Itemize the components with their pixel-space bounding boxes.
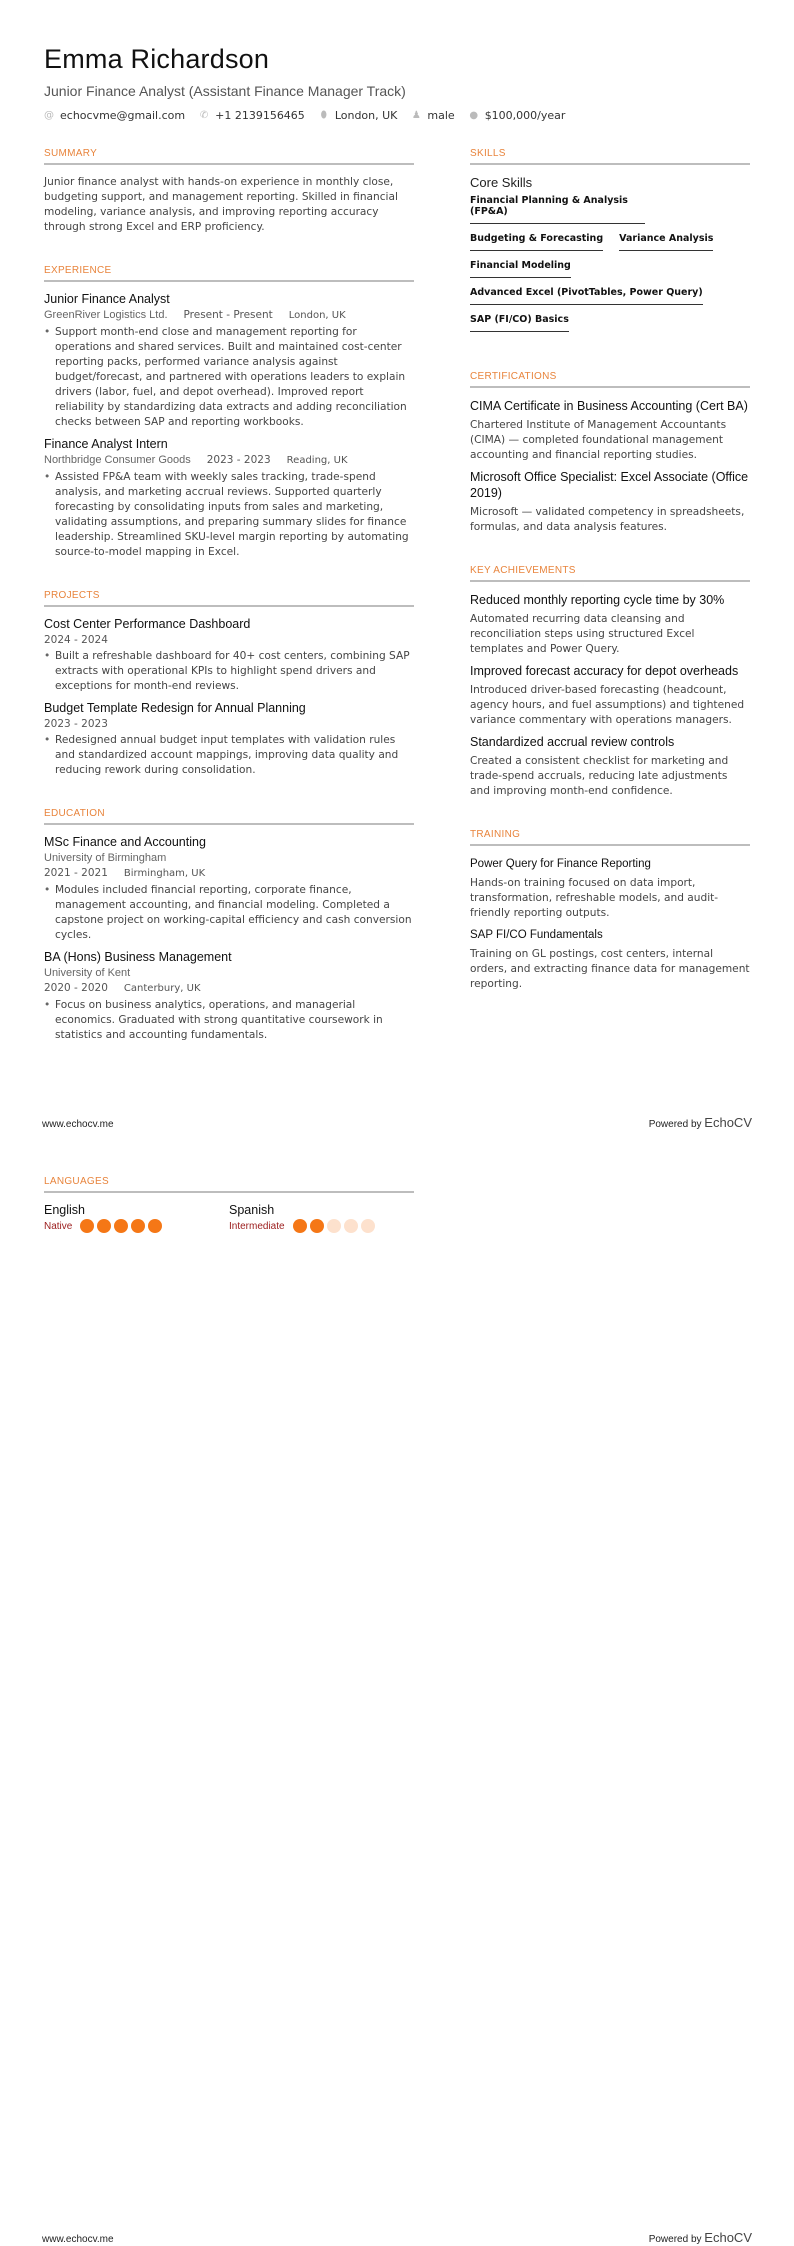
powered-by-label: Powered by (648, 1119, 702, 1130)
achievement-title: Improved forecast accuracy for depot overheads (470, 664, 739, 678)
person-icon: ♟ (411, 110, 421, 121)
language-level: Intermediate (229, 1220, 285, 1232)
language-item (44, 1203, 229, 1233)
degree-title: MSc Finance and Accounting (44, 835, 206, 849)
job-meta (44, 454, 414, 466)
bullet-icon: • (44, 326, 51, 338)
training-item (470, 856, 750, 921)
project-item (44, 701, 414, 778)
achievements-section (470, 565, 750, 799)
languages-column (44, 1176, 414, 1233)
bullet-icon: • (44, 734, 51, 746)
right-column (470, 148, 750, 992)
education-dates: 2021 - 2021 (44, 867, 108, 879)
section-title: EXPERIENCE (44, 265, 414, 282)
contact-location (319, 109, 398, 122)
language-name: English (44, 1203, 85, 1217)
rating-dot-filled-icon (293, 1219, 307, 1233)
achievement-text: Automated recurring data cleansing and reconciliation steps using structured Excel templates and Power Query. (470, 613, 695, 655)
projects-section (44, 590, 414, 778)
school-name: University of Kent (44, 967, 131, 979)
job-bullet (44, 325, 414, 430)
experience-section (44, 265, 414, 560)
bullet-icon: • (44, 471, 51, 483)
section-title: EDUCATION (44, 808, 414, 825)
company-name: Northbridge Consumer Goods (44, 454, 191, 466)
project-bullet (44, 733, 414, 778)
skill-tag: Financial Modeling (470, 260, 571, 278)
page-footer (42, 2230, 752, 2245)
footer-powered-by (649, 1115, 752, 1130)
rating-dot-filled-icon (148, 1219, 162, 1233)
education-meta (44, 867, 414, 879)
skills-list (470, 195, 750, 341)
project-title: Cost Center Performance Dashboard (44, 617, 251, 631)
skills-group-title: Core Skills (470, 175, 533, 190)
rating-dot-filled-icon (310, 1219, 324, 1233)
job-bullet-text: Assisted FP&A team with weekly sales tracking, trade-spend analysis, and marketing accrual reviews. Supported quarterly forecasting by consolidating inputs from sales and marketing, validating assumptions, and preparing summary slides for finance leadership. Streamlined SKU-level margin reporting by automating source-to-model mapping in Excel. (55, 471, 409, 558)
bullet-icon: • (44, 884, 51, 896)
contact-salary (469, 109, 566, 122)
left-column (44, 148, 414, 1043)
experience-item (44, 437, 414, 560)
project-bullet-text: Redesigned annual budget input templates with validation rules and standardized account mappings, improving data quality and reducing rework during consolidation. (55, 734, 399, 776)
achievement-item (470, 663, 750, 728)
education-meta (44, 982, 414, 994)
rating-dot-filled-icon (131, 1219, 145, 1233)
brand-logo[interactable]: EchoCV (704, 1115, 752, 1130)
section-title: SKILLS (470, 148, 750, 165)
job-dates: 2023 - 2023 (206, 454, 271, 466)
job-location: London, UK (288, 310, 346, 321)
job-bullet (44, 470, 414, 560)
candidate-role: Junior Finance Analyst (Assistant Finance Manager Track) (44, 83, 406, 99)
bullet-icon: • (44, 650, 51, 662)
candidate-name: Emma Richardson (44, 44, 270, 74)
education-bullet (44, 883, 414, 943)
skills-section (470, 148, 750, 341)
skill-tag: Variance Analysis (619, 233, 713, 251)
resume-header (44, 44, 579, 122)
rating-dot-filled-icon (80, 1219, 94, 1233)
contact-phone[interactable] (199, 109, 305, 122)
training-title: Power Query for Finance Reporting (470, 858, 651, 870)
summary-section (44, 148, 414, 235)
section-title: KEY ACHIEVEMENTS (470, 565, 750, 582)
rating-dots (293, 1219, 378, 1233)
job-bullet-text: Support month-end close and management reporting for operations and shared services. Built and maintained cost-center reporting packs, performed variance analysis against budget/forecast, and partnered with operations leaders to explain drivers (labor, fuel, and depot overhead). Improved report reliability by standardizing data extracts and adding reconciliation checks between SAP and reporting workbooks. (55, 326, 407, 428)
skill-tag: Budgeting & Forecasting (470, 233, 603, 251)
dollar-coin-icon: ● (469, 110, 479, 121)
section-title: PROJECTS (44, 590, 414, 607)
certification-item (470, 469, 750, 535)
job-dates: Present - Present (183, 309, 273, 321)
rating-dot-filled-icon (97, 1219, 111, 1233)
achievement-text: Created a consistent checklist for marketing and trade-spend accruals, reducing late adjustments and improving month-end confidence. (470, 755, 729, 797)
rating-dot-empty-icon (344, 1219, 358, 1233)
contact-gender-value: male (427, 109, 455, 122)
powered-by-label: Powered by (648, 2234, 702, 2245)
section-title: CERTIFICATIONS (470, 371, 750, 388)
education-item (44, 950, 414, 1043)
project-bullet (44, 649, 414, 694)
certifications-section (470, 371, 750, 535)
footer-website-link[interactable]: www.echocv.me (42, 2234, 114, 2245)
training-text: Hands-on training focused on data import, transformation, refreshable models, and audit-friendly reporting outputs. (470, 877, 719, 919)
summary-text: Junior finance analyst with hands-on experience in monthly close, budgeting support, and management reporting. Skilled in financial modeling, variance analysis, and improving reporting accuracy through strong Excel and ERP proficiency. (44, 176, 398, 233)
training-section (470, 829, 750, 992)
contact-gender (411, 109, 454, 122)
education-bullet (44, 998, 414, 1043)
education-item (44, 835, 414, 943)
project-item (44, 617, 414, 694)
language-level: Native (44, 1220, 73, 1232)
achievement-title: Reduced monthly reporting cycle time by 30% (470, 593, 725, 607)
achievement-item (470, 592, 750, 657)
skill-tag: Advanced Excel (PivotTables, Power Query) (470, 287, 703, 305)
training-item (470, 927, 750, 992)
section-title: LANGUAGES (44, 1176, 414, 1193)
certification-title: Microsoft Office Specialist: Excel Associate (Office 2019) (470, 470, 749, 500)
achievement-title: Standardized accrual review controls (470, 735, 675, 749)
education-location: Canterbury, UK (123, 983, 201, 994)
education-location: Birmingham, UK (123, 868, 206, 879)
certification-item (470, 398, 750, 463)
project-dates: 2023 - 2023 (44, 718, 108, 730)
contact-email[interactable] (44, 109, 185, 122)
job-title: Finance Analyst Intern (44, 437, 168, 451)
languages-list (44, 1203, 414, 1233)
section-title: SUMMARY (44, 148, 414, 165)
language-rating-row (44, 1219, 229, 1233)
certification-title: CIMA Certificate in Business Accounting (Cert BA) (470, 399, 748, 413)
achievement-text: Introduced driver-based forecasting (headcount, agency hours, and fuel assumptions) and tightened variance commentary with operations managers. (470, 684, 745, 726)
job-location: Reading, UK (286, 455, 348, 466)
school-name: University of Birmingham (44, 852, 167, 864)
skill-tag: SAP (FI/CO) Basics (470, 314, 569, 332)
language-item (229, 1203, 414, 1233)
rating-dots (80, 1219, 165, 1233)
job-title: Junior Finance Analyst (44, 292, 170, 306)
education-bullet-text: Focus on business analytics, operations, and managerial economics. Graduated with strong quantitative coursework in statistics and accounting fundamentals. (55, 999, 383, 1041)
contact-phone-value: +1 2139156465 (215, 109, 305, 122)
page-footer (42, 1115, 752, 1130)
company-name: GreenRiver Logistics Ltd. (44, 309, 168, 321)
language-rating-row (229, 1219, 414, 1233)
footer-powered-by (649, 2230, 752, 2245)
project-dates: 2024 - 2024 (44, 634, 108, 646)
bullet-icon: • (44, 999, 51, 1011)
languages-section (44, 1176, 414, 1233)
experience-item (44, 292, 414, 430)
training-text: Training on GL postings, cost centers, internal orders, and extracting finance data for management reporting. (470, 948, 750, 990)
job-meta (44, 309, 414, 321)
contact-list (44, 109, 579, 122)
degree-title: BA (Hons) Business Management (44, 950, 232, 964)
contact-location-value: London, UK (334, 109, 398, 122)
phone-icon: ✆ (199, 110, 209, 121)
at-icon: @ (44, 110, 54, 121)
section-title: TRAINING (470, 829, 750, 846)
training-title: SAP FI/CO Fundamentals (470, 929, 603, 941)
language-name: Spanish (229, 1203, 275, 1217)
certification-text: Chartered Institute of Management Accountants (CIMA) — completed foundational management accounting and financial reporting studies. (470, 419, 727, 461)
footer-website-link[interactable]: www.echocv.me (42, 1119, 114, 1130)
education-bullet-text: Modules included financial reporting, corporate finance, management accounting, and financial modeling. Completed a capstone project on working-capital efficiency and cash conversion cycles. (55, 884, 412, 941)
skill-tag: Financial Planning & Analysis (FP&A) (470, 195, 645, 224)
rating-dot-filled-icon (114, 1219, 128, 1233)
rating-dot-empty-icon (327, 1219, 341, 1233)
contact-salary-value: $100,000/year (484, 109, 566, 122)
education-section (44, 808, 414, 1043)
education-dates: 2020 - 2020 (44, 982, 108, 994)
achievement-item (470, 734, 750, 799)
brand-logo[interactable]: EchoCV (704, 2230, 752, 2245)
rating-dot-empty-icon (361, 1219, 375, 1233)
project-bullet-text: Built a refreshable dashboard for 40+ cost centers, combining SAP extracts with operational KPIs to highlight spend drivers and exceptions for month-end reviews. (55, 650, 410, 692)
contact-email-value: echocvme@gmail.com (60, 109, 186, 122)
location-pin-icon: ⬮ (320, 110, 327, 121)
project-title: Budget Template Redesign for Annual Planning (44, 701, 306, 715)
certification-text: Microsoft — validated competency in spreadsheets, formulas, and data analysis features. (470, 506, 745, 533)
